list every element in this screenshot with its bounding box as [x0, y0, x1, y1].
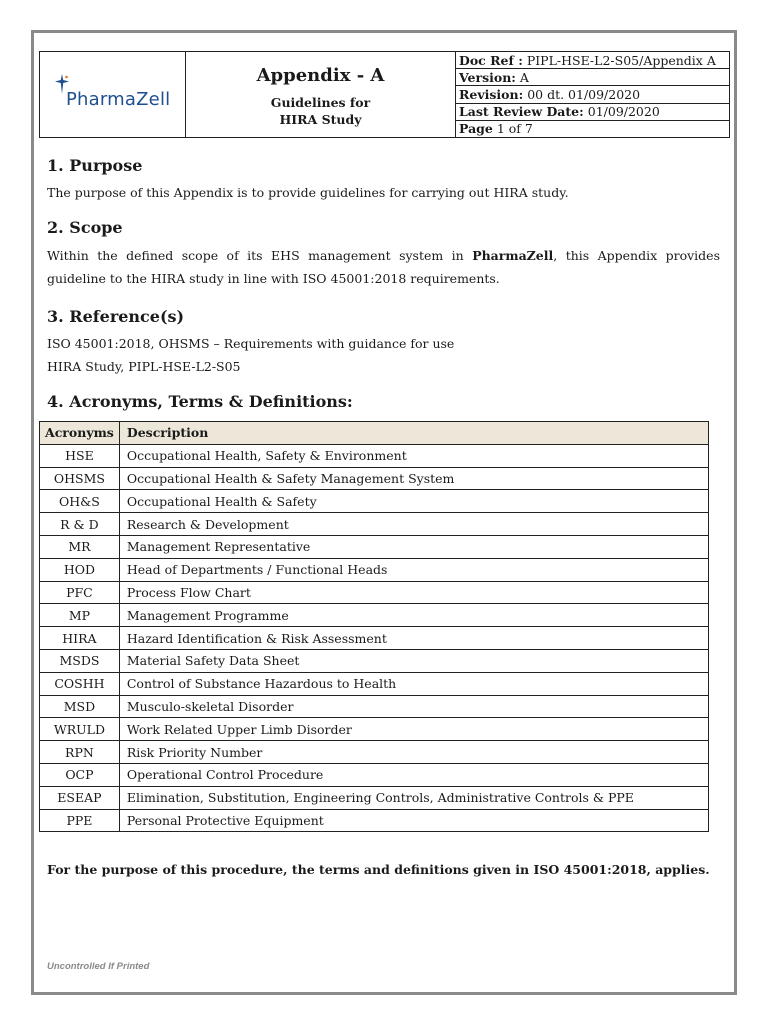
document-subtitle — [186, 94, 455, 128]
description-cell: Personal Protective Equipment — [119, 809, 708, 832]
meta-label: Page — [459, 121, 493, 137]
meta-review-date — [456, 104, 729, 121]
meta-doc-ref — [456, 52, 729, 69]
scope-heading: 2. Scope — [47, 218, 123, 237]
table-row — [40, 490, 709, 513]
table-row — [40, 558, 709, 581]
table-row — [40, 718, 709, 741]
table-row — [40, 649, 709, 672]
meta-value: A — [519, 69, 529, 85]
document-title: Appendix - A — [256, 65, 385, 86]
table-header-row — [40, 422, 709, 445]
description-cell: Head of Departments / Functional Heads — [119, 558, 708, 581]
closing-statement: For the purpose of this procedure, the terms and definitions given in ISO 45001:2018, applies. — [47, 862, 710, 877]
meta-value: 00 dt. 01/09/2020 — [527, 87, 641, 102]
acronym-cell: HSE — [40, 444, 120, 467]
description-cell: Management Programme — [119, 604, 708, 627]
acronym-cell: PFC — [40, 581, 120, 604]
footer-note: Uncontrolled If Printed — [47, 961, 150, 972]
acronym-cell: OH&S — [40, 490, 120, 513]
table-row — [40, 786, 709, 809]
acronyms-heading: 4. Acronyms, Terms & Definitions: — [47, 392, 353, 411]
reference-item: HIRA Study, PIPL-HSE-L2-S05 — [47, 359, 241, 374]
scope-text — [47, 244, 720, 290]
description-cell: Control of Substance Hazardous to Health — [119, 672, 708, 695]
description-cell: Elimination, Substitution, Engineering Controls, Administrative Controls & PPE — [119, 786, 708, 809]
description-cell: Operational Control Procedure — [119, 763, 708, 786]
references-heading: 3. Reference(s) — [47, 307, 185, 326]
table-row — [40, 695, 709, 718]
meta-revision — [456, 86, 729, 103]
table-row — [40, 513, 709, 536]
table-row — [40, 604, 709, 627]
acronym-cell: MP — [40, 604, 120, 627]
purpose-text: The purpose of this Appendix is to provide guidelines for carrying out HIRA study. — [47, 185, 569, 200]
logo-cell — [40, 52, 186, 137]
acronym-cell: COSHH — [40, 672, 120, 695]
company-name: PharmaZell — [472, 248, 554, 263]
acronym-cell: PPE — [40, 809, 120, 832]
description-cell: Occupational Health, Safety & Environment — [119, 444, 708, 467]
meta-label: Last Review Date: — [459, 104, 584, 120]
description-cell: Research & Development — [119, 513, 708, 536]
description-cell: Risk Priority Number — [119, 741, 708, 764]
meta-label: Revision: — [459, 87, 524, 102]
document-meta — [456, 52, 729, 137]
description-cell: Process Flow Chart — [119, 581, 708, 604]
description-cell: Material Safety Data Sheet — [119, 649, 708, 672]
scope-text-part: Within the defined scope of its EHS management system in — [47, 248, 473, 263]
acronym-cell: ESEAP — [40, 786, 120, 809]
acronym-cell: RPN — [40, 741, 120, 764]
acronym-cell: OCP — [40, 763, 120, 786]
acronym-cell: HIRA — [40, 627, 120, 650]
description-cell: Hazard Identification & Risk Assessment — [119, 627, 708, 650]
description-cell: Occupational Health & Safety Management System — [119, 467, 708, 490]
reference-item: ISO 45001:2018, OHSMS – Requirements with guidance for use — [47, 336, 455, 351]
meta-label: Doc Ref : — [459, 52, 523, 68]
subtitle-line: Guidelines for — [270, 95, 371, 110]
title-cell — [186, 52, 456, 137]
acronyms-table — [39, 421, 709, 832]
table-row — [40, 672, 709, 695]
table-row — [40, 763, 709, 786]
meta-label: Version: — [459, 69, 516, 85]
table-row — [40, 809, 709, 832]
acronym-cell: HOD — [40, 558, 120, 581]
purpose-heading: 1. Purpose — [47, 156, 143, 175]
meta-value: PIPL-HSE-L2-S05/Appendix A — [526, 52, 716, 68]
document-header — [39, 51, 730, 138]
column-header-acronyms: Acronyms — [40, 422, 120, 445]
table-row — [40, 535, 709, 558]
table-row — [40, 741, 709, 764]
meta-value: 1 of 7 — [496, 121, 533, 137]
acronym-cell: MR — [40, 535, 120, 558]
meta-page — [456, 121, 729, 137]
table-row — [40, 581, 709, 604]
description-cell: Occupational Health & Safety — [119, 490, 708, 513]
subtitle-line: HIRA Study — [279, 112, 362, 127]
logo-text: PharmaZell — [66, 89, 171, 110]
description-cell: Management Representative — [119, 535, 708, 558]
acronym-cell: R & D — [40, 513, 120, 536]
scope-text-part: , this Appendix provides guideline to the HIRA study in line with ISO 45001:2018 requirements. — [47, 248, 720, 286]
acronym-cell: MSDS — [40, 649, 120, 672]
acronym-cell: MSD — [40, 695, 120, 718]
table-row — [40, 444, 709, 467]
table-row — [40, 627, 709, 650]
meta-value: 01/09/2020 — [587, 104, 660, 120]
acronym-cell: OHSMS — [40, 467, 120, 490]
acronym-cell: WRULD — [40, 718, 120, 741]
table-row — [40, 467, 709, 490]
description-cell: Work Related Upper Limb Disorder — [119, 718, 708, 741]
meta-version — [456, 69, 729, 86]
description-cell: Musculo-skeletal Disorder — [119, 695, 708, 718]
column-header-description: Description — [119, 422, 708, 445]
